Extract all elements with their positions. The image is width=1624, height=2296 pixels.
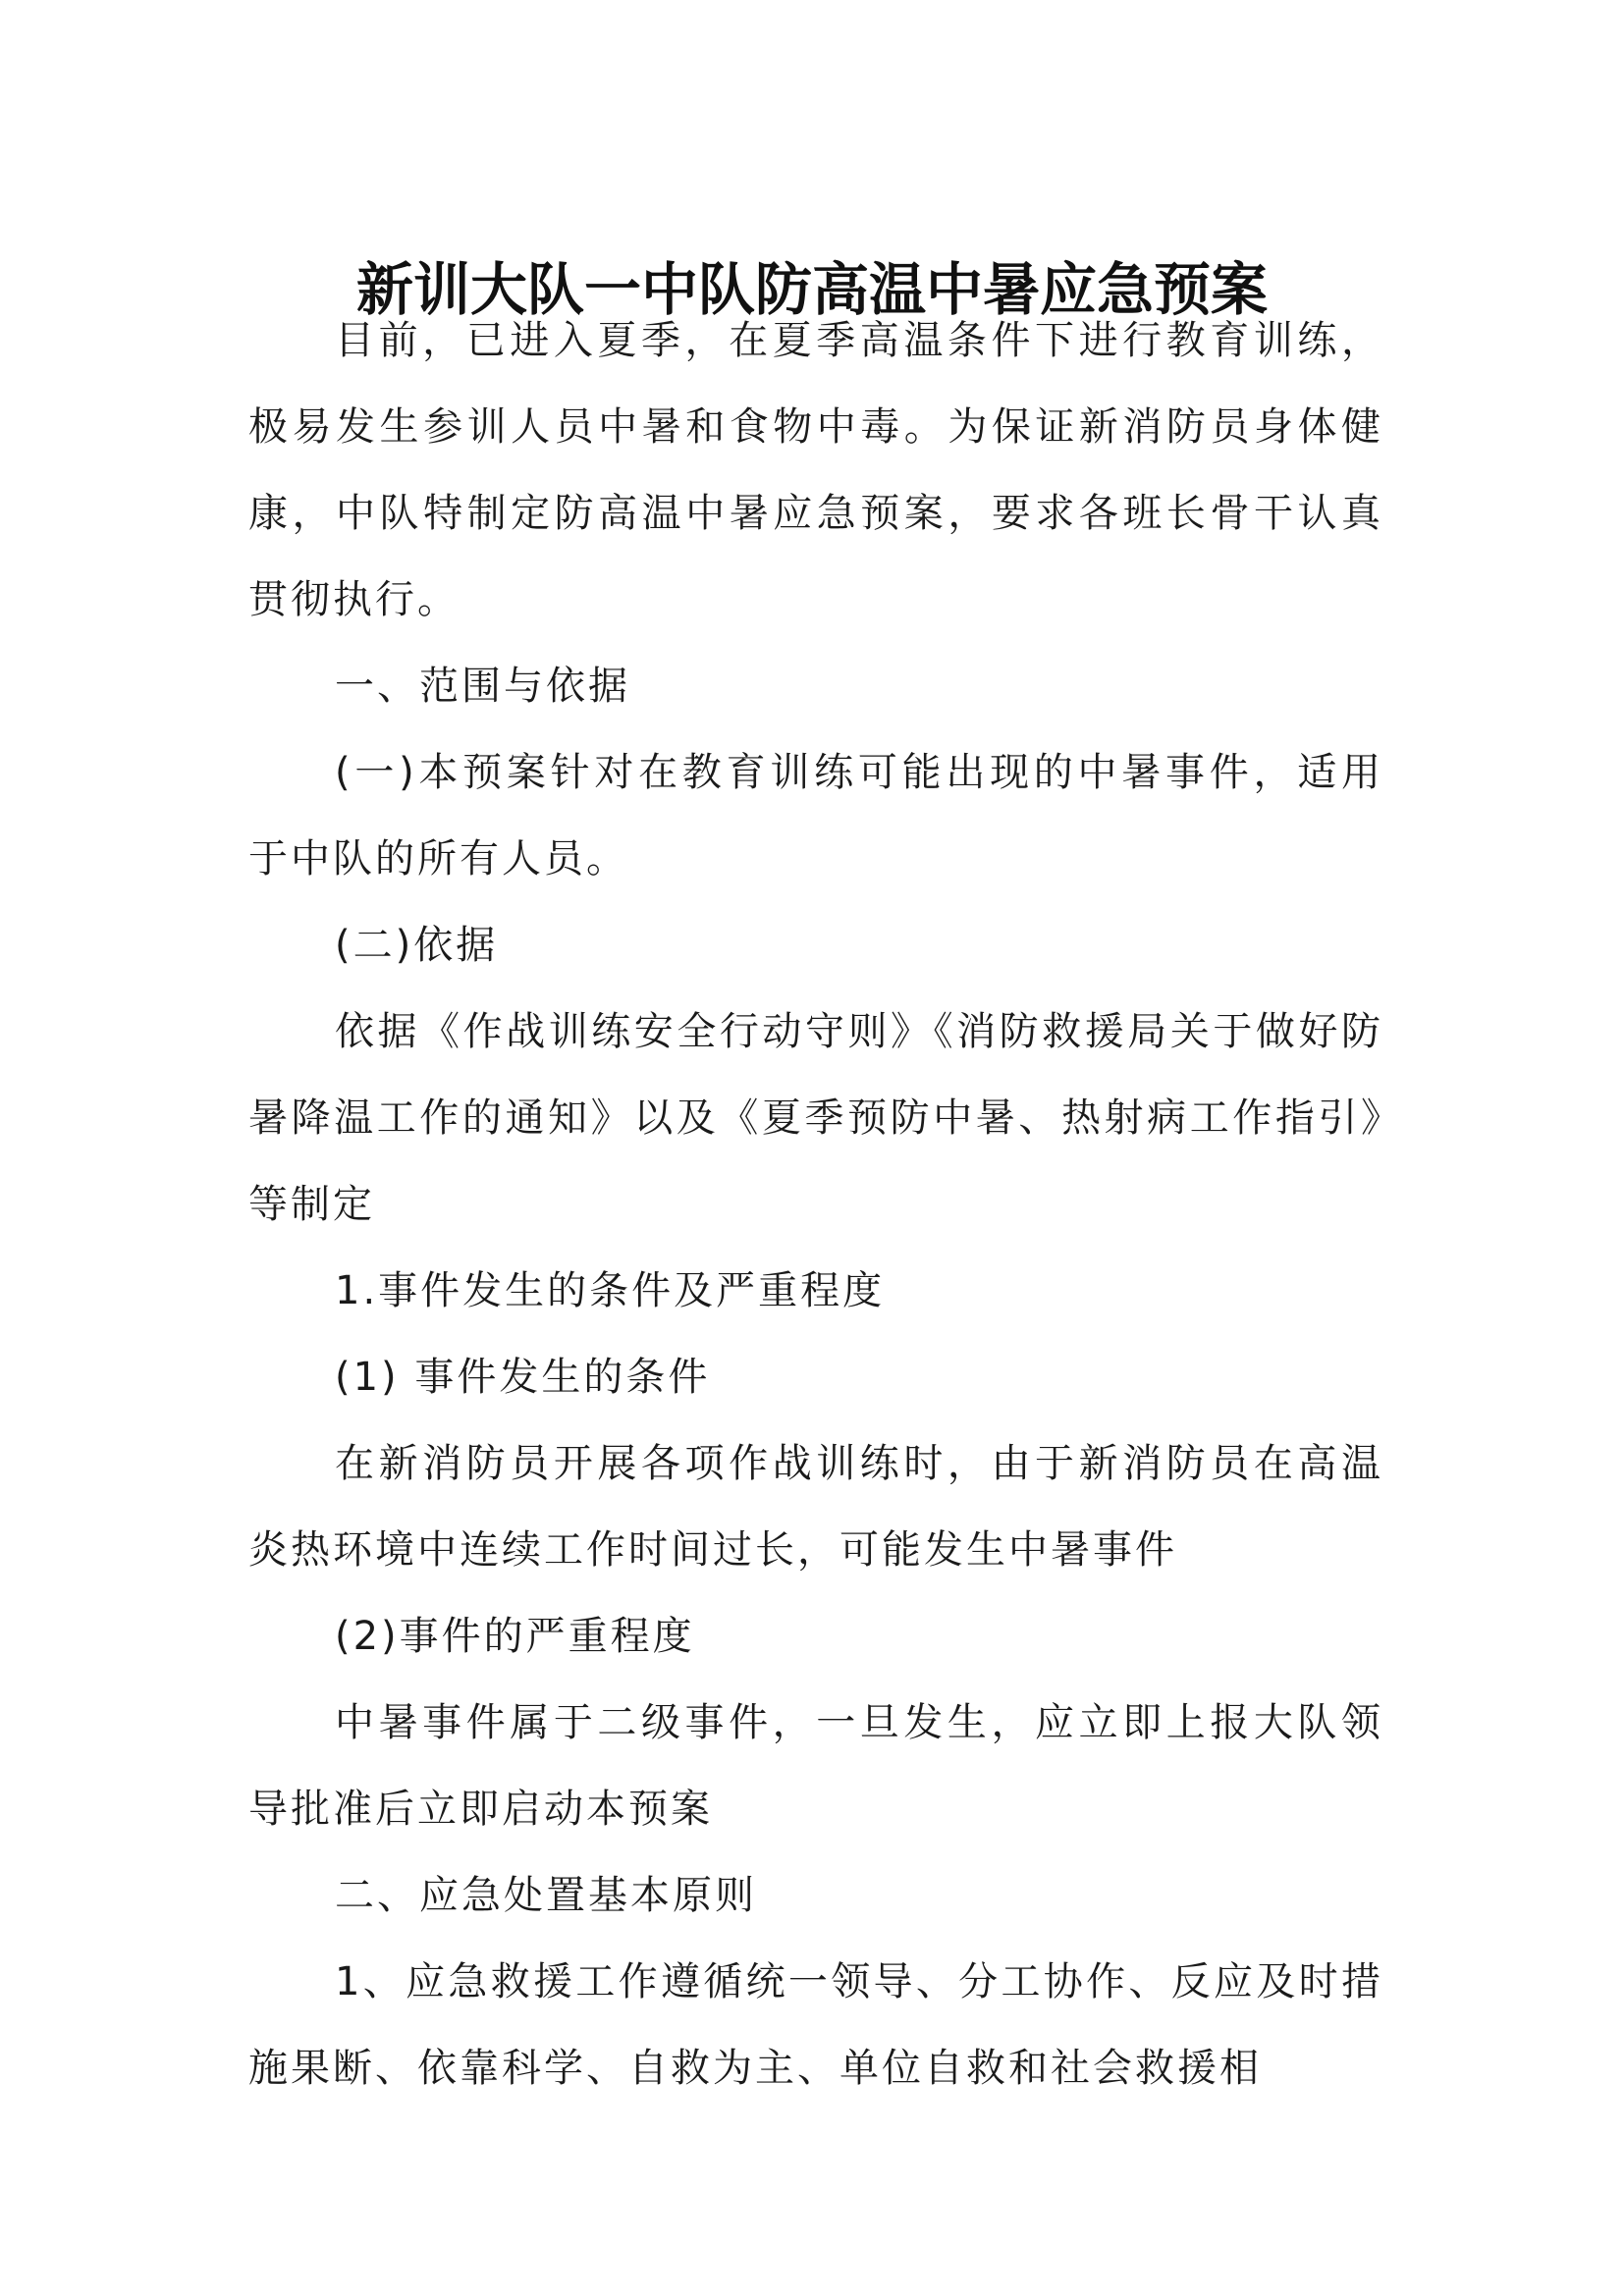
paragraph-severity: 中暑事件属于二级事件，一旦发生，应立即上报大队领导批准后立即启动本预案 [248, 1700, 1383, 1832]
heading-basis: (二)依据 [335, 923, 499, 968]
heading-conditions-severity: 1.事件发生的条件及严重程度 [335, 1268, 886, 1313]
heading-severity: (2)事件的严重程度 [335, 1614, 695, 1659]
heading-principles: 二、应急处置基本原则 [335, 1873, 757, 1918]
paragraph-basis: 依据《作战训练安全行动守则》《消防救援局关于做好防暑降温工作的通知》以及《夏季预防中暑、热射病工作指引》等制定 [248, 1009, 1383, 1227]
heading-scope-basis: 一、范围与依据 [335, 664, 630, 709]
document-title: 新训大队一中队防高温中暑应急预案 [355, 255, 1268, 323]
paragraph-conditions: 在新消防员开展各项作战训练时，由于新消防员在高温炎热环境中连续工作时间过长，可能发生中暑事件 [248, 1441, 1383, 1573]
paragraph-scope: (一)本预案针对在教育训练可能出现的中暑事件，适用于中队的所有人员。 [248, 750, 1383, 881]
heading-conditions: (1) 事件发生的条件 [335, 1355, 711, 1400]
paragraph-principles: 1、应急救援工作遵循统一领导、分工协作、反应及时措施果断、依靠科学、自救为主、单位自救和社会救援相 [248, 1959, 1383, 2091]
document-body [248, 297, 1383, 2111]
paragraph-intro: 目前，已进入夏季，在夏季高温条件下进行教育训练，极易发生参训人员中暑和食物中毒。为保证新消防员身体健康，中队特制定防高温中暑应急预案，要求各班长骨干认真贯彻执行。 [248, 318, 1383, 622]
